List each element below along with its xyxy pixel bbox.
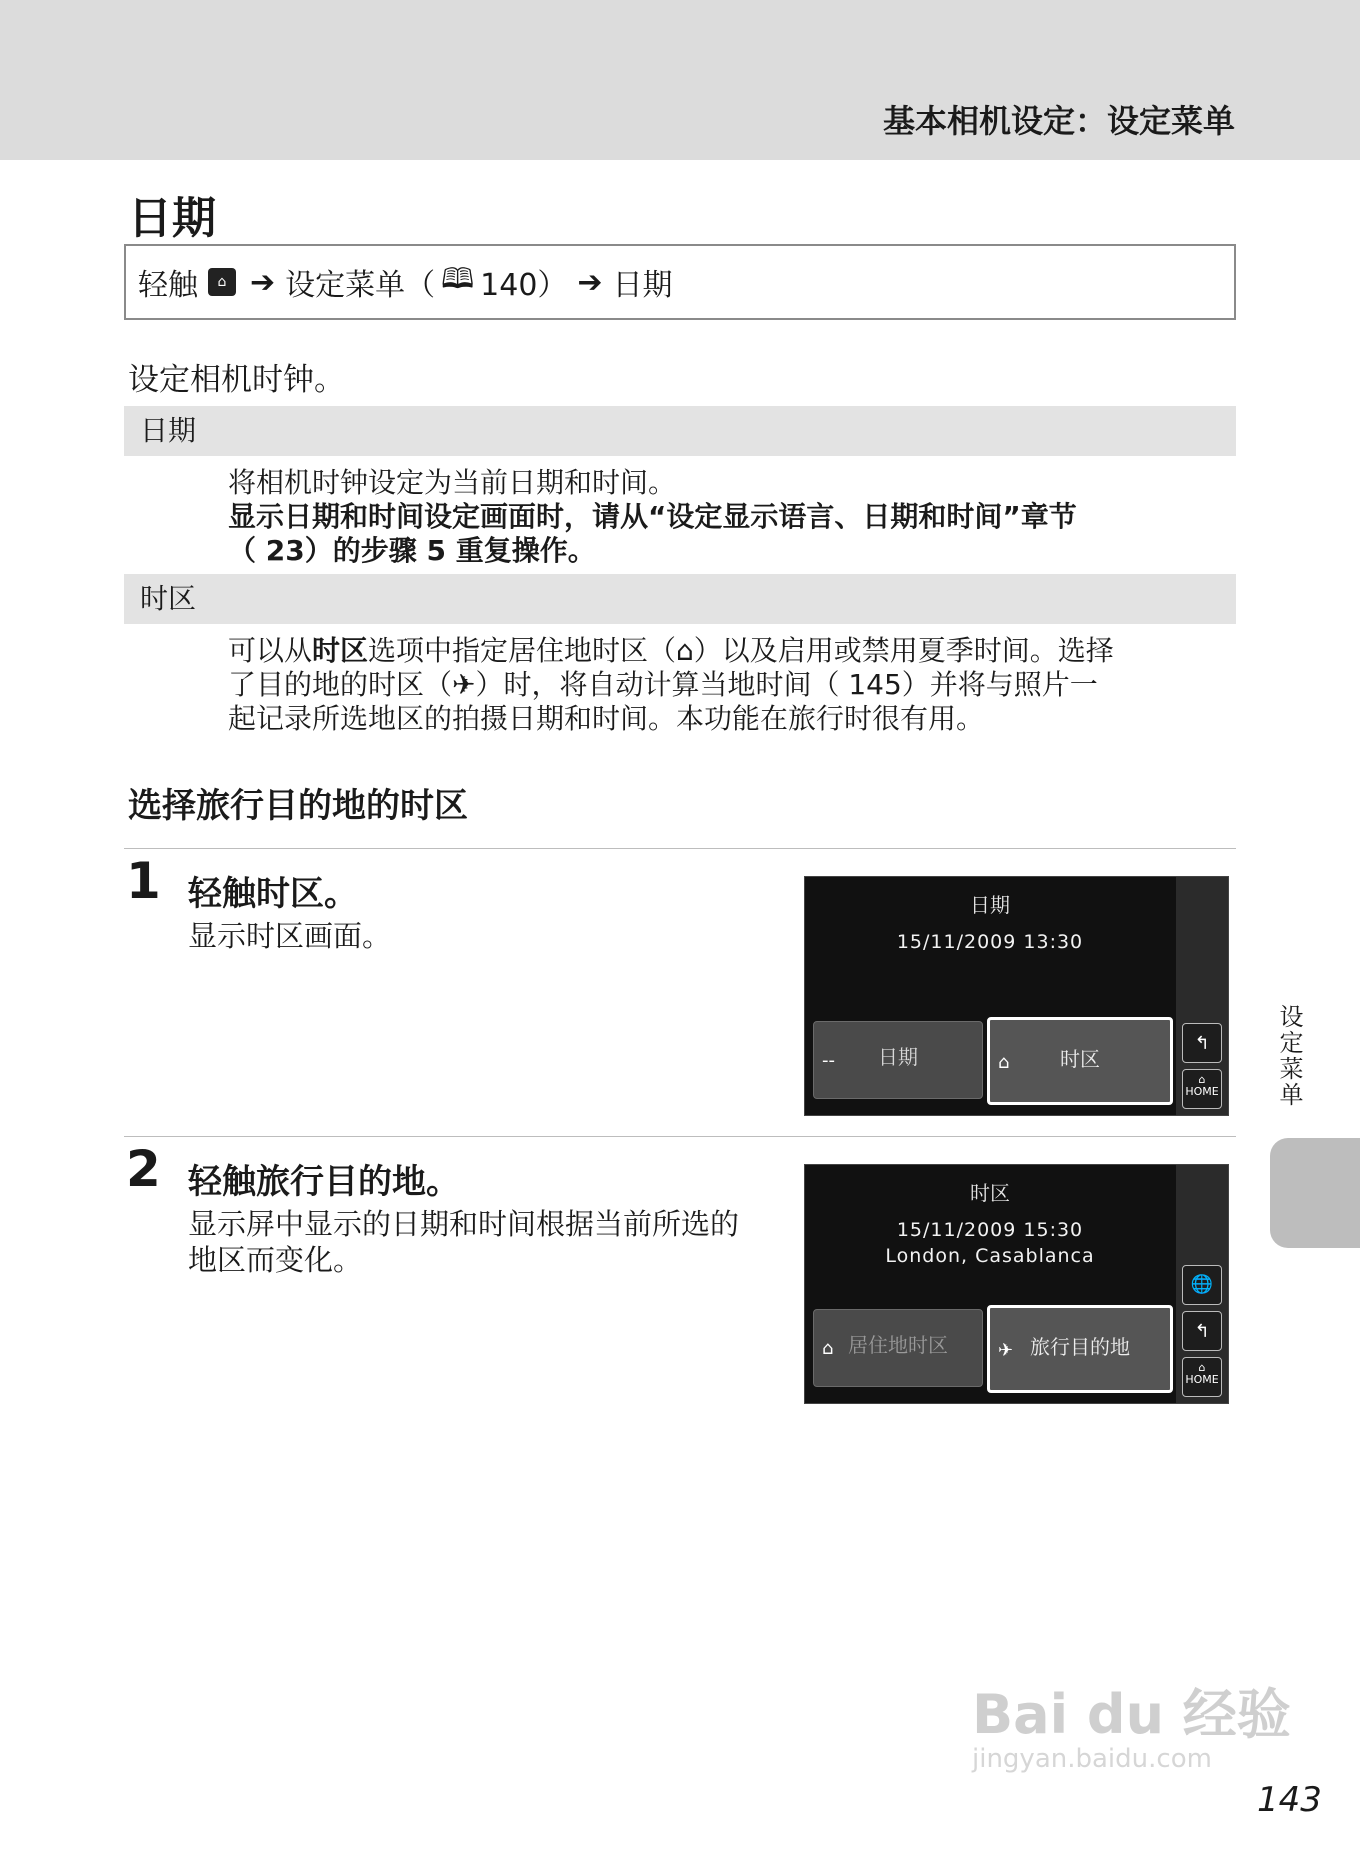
home-icon: ⌂ <box>822 1338 834 1359</box>
section-heading-timezone: 时区 <box>124 574 1236 624</box>
date-note-2: （ 23）的步骤 5 重复操作。 <box>228 534 596 567</box>
side-tab-marker <box>1270 1138 1360 1248</box>
step-description-line2: 地区而变化。 <box>188 1243 363 1277</box>
nav-page-ref: 140） <box>480 268 568 303</box>
tz-text-line3: 起记录所选地区的拍摄日期和时间。本功能在旅行时很有用。 <box>228 702 985 735</box>
tz-text-bold: 时区 <box>312 634 369 667</box>
home-label: HOME <box>1185 1373 1219 1386</box>
side-tab-label: 设定菜单 <box>1275 1004 1303 1108</box>
tz-text-a: 可以从 <box>228 634 313 667</box>
navigation-path <box>124 244 1236 320</box>
step-description-line1: 显示屏中显示的日期和时间根据当前所选的 <box>188 1207 740 1241</box>
tz-text-line2: 了目的地的时区（✈）时，将自动计算当地时间（ 145）并将与照片一 <box>228 668 1098 701</box>
plane-icon: ✈ <box>998 1340 1014 1361</box>
screen-title: 日期 <box>970 893 1010 917</box>
date-button[interactable] <box>813 1021 983 1099</box>
dash-icon: -- <box>822 1050 835 1071</box>
watermark-brand: Bai du 经验 <box>972 1683 1291 1746</box>
date-note-1: 显示日期和时间设定画面时，请从“设定显示语言、日期和时间”章节 <box>228 500 1077 533</box>
divider <box>124 848 1236 849</box>
date-button-label: 日期 <box>878 1045 918 1069</box>
nav-prefix: 轻触 <box>138 268 198 303</box>
screen-title: 时区 <box>970 1181 1010 1205</box>
home-icon: ⌂ <box>1198 1361 1206 1374</box>
step-title: 轻触旅行目的地。 <box>188 1162 460 1202</box>
page-header <box>0 0 1360 160</box>
arrow-right-icon: ➔ <box>577 264 603 300</box>
divider <box>124 1136 1236 1137</box>
page-number: 143 <box>1257 1780 1322 1820</box>
date-description <box>228 466 1238 568</box>
home-label: HOME <box>1185 1085 1219 1098</box>
screen-city: London, Casablanca <box>885 1245 1095 1267</box>
timezone-button[interactable] <box>987 1017 1173 1105</box>
watermark-url: jingyan.baidu.com <box>972 1744 1212 1774</box>
travel-destination-label: 旅行目的地 <box>1030 1335 1130 1359</box>
nav-setting-menu: 设定菜单（ <box>285 268 436 303</box>
page-title: 日期 <box>128 193 216 244</box>
step-number: 2 <box>126 1140 161 1198</box>
intro-text: 设定相机时钟。 <box>128 362 345 398</box>
home-icon: ⌂ <box>1198 1073 1206 1086</box>
back-icon[interactable]: ↰ <box>1182 1023 1222 1063</box>
camera-screen-timezone <box>804 1164 1229 1404</box>
home-button[interactable] <box>1182 1357 1222 1397</box>
step-number: 1 <box>126 852 161 910</box>
tz-text-b: 选项中指定居住地时区（⌂）以及启用或禁用夏季时间。选择 <box>368 634 1114 667</box>
subheading: 选择旅行目的地的时区 <box>128 786 468 826</box>
home-menu-icon: ⌂ <box>208 268 236 296</box>
screen-datetime: 15/11/2009 13:30 <box>896 931 1084 953</box>
arrow-right-icon: ➔ <box>250 264 276 300</box>
step-description <box>188 1206 778 1278</box>
screen-datetime: 15/11/2009 15:30 <box>896 1219 1084 1241</box>
section-heading-date: 日期 <box>124 406 1236 456</box>
section-title: 基本相机设定：设定菜单 <box>882 102 1235 140</box>
date-text: 将相机时钟设定为当前日期和时间。 <box>228 466 677 499</box>
step-title: 轻触时区。 <box>188 874 358 914</box>
home-button[interactable] <box>1182 1069 1222 1109</box>
step-description: 显示时区画面。 <box>188 919 392 953</box>
globe-icon[interactable]: 🌐 <box>1182 1265 1222 1305</box>
home-timezone-label: 居住地时区 <box>848 1333 948 1357</box>
timezone-description <box>228 634 1238 736</box>
timezone-button-label: 时区 <box>1060 1047 1100 1071</box>
camera-screen-date <box>804 876 1229 1116</box>
back-icon[interactable]: ↰ <box>1182 1311 1222 1351</box>
travel-destination-button[interactable] <box>987 1305 1173 1393</box>
page-ref-icon: 🕮 <box>441 262 475 295</box>
home-timezone-button[interactable] <box>813 1309 983 1387</box>
home-icon: ⌂ <box>998 1052 1010 1073</box>
nav-target: 日期 <box>612 268 673 303</box>
